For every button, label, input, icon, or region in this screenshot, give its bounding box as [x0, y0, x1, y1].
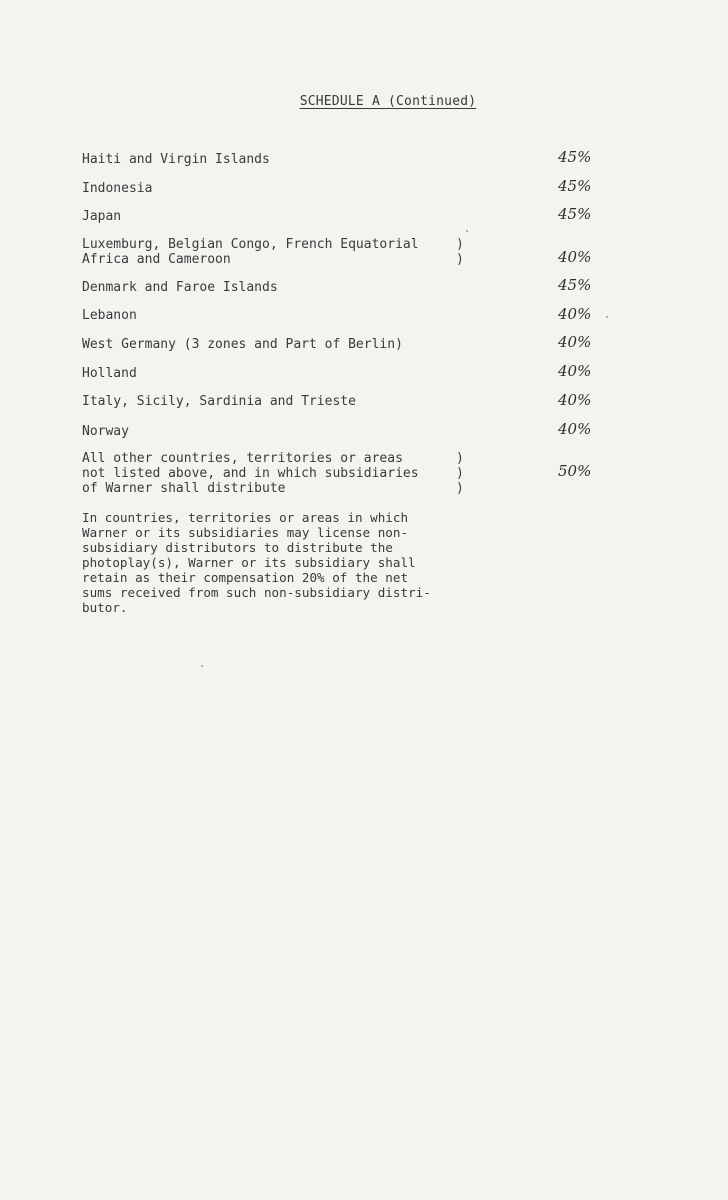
- country-entry-japan: [82, 209, 121, 224]
- percentage-value: 40%: [558, 305, 592, 323]
- percentage-value: 45%: [558, 276, 592, 294]
- country-line: Indonesia: [82, 181, 153, 196]
- country-line: Italy, Sicily, Sardinia and Trieste: [82, 394, 356, 409]
- percentage-value: 40%: [558, 391, 592, 409]
- country-entry-norway: [82, 424, 129, 439]
- country-line: Lebanon: [82, 308, 137, 323]
- paragraph-line: subsidiary distributors to distribute the: [82, 540, 393, 555]
- country-entry-lebanon: [82, 308, 137, 323]
- paragraph-line: retain as their compensation 20% of the net: [82, 570, 409, 585]
- country-entry-holland: [82, 366, 137, 381]
- percentage-value: 45%: [558, 148, 592, 166]
- percentage-value: 40%: [558, 333, 592, 351]
- percentage-value: 50%: [558, 462, 592, 480]
- bracket-mark: ): [456, 481, 464, 496]
- paper-speck: [201, 665, 203, 667]
- bracket-mark: ): [456, 252, 464, 267]
- percentage-value: 45%: [558, 177, 592, 195]
- paper-speck: [466, 230, 468, 232]
- country-line: All other countries, territories or areas: [82, 451, 403, 466]
- sub-distributor-paragraph: [82, 510, 482, 615]
- country-entry-west-germany: [82, 337, 403, 352]
- bracket-mark: ): [456, 466, 464, 481]
- paragraph-line: Warner or its subsidiaries may license non-: [82, 525, 409, 540]
- country-line: Africa and Cameroon: [82, 252, 231, 267]
- bracket-mark: ): [456, 451, 464, 466]
- paragraph-line: butor.: [82, 600, 128, 615]
- country-entry-all-other: [82, 451, 419, 496]
- country-line: Haiti and Virgin Islands: [82, 152, 270, 167]
- paper-speck: [606, 316, 608, 318]
- country-line: Japan: [82, 209, 122, 224]
- paragraph-line: photoplay(s), Warner or its subsidiary shall: [82, 555, 416, 570]
- country-line: Luxemburg, Belgian Congo, French Equatorial: [82, 237, 419, 252]
- country-entry-indonesia: [82, 181, 152, 196]
- country-line: Denmark and Faroe Islands: [82, 280, 278, 295]
- paragraph-line: In countries, territories or areas in which: [82, 510, 409, 525]
- country-entry-italy: [82, 394, 356, 409]
- country-entry-denmark: [82, 280, 278, 295]
- paragraph-line: sums received from such non-subsidiary distri-: [82, 585, 431, 600]
- percentage-value: 45%: [558, 205, 592, 223]
- country-entry-luxemburg: [82, 237, 419, 267]
- country-line: of Warner shall distribute: [82, 481, 286, 496]
- percentage-value: 40%: [558, 420, 592, 438]
- bracket-group: [456, 237, 464, 267]
- country-entry-haiti: [82, 152, 270, 167]
- country-line: not listed above, and in which subsidiaries: [82, 466, 419, 481]
- bracket-group: [456, 451, 464, 496]
- country-line: West Germany (3 zones and Part of Berlin): [82, 337, 403, 352]
- country-line: Holland: [82, 366, 137, 381]
- percentage-value: 40%: [558, 362, 592, 380]
- percentage-value: 40%: [558, 248, 592, 266]
- bracket-mark: ): [456, 237, 464, 252]
- country-line: Norway: [82, 424, 129, 439]
- schedule-title: SCHEDULE A (Continued): [299, 94, 477, 109]
